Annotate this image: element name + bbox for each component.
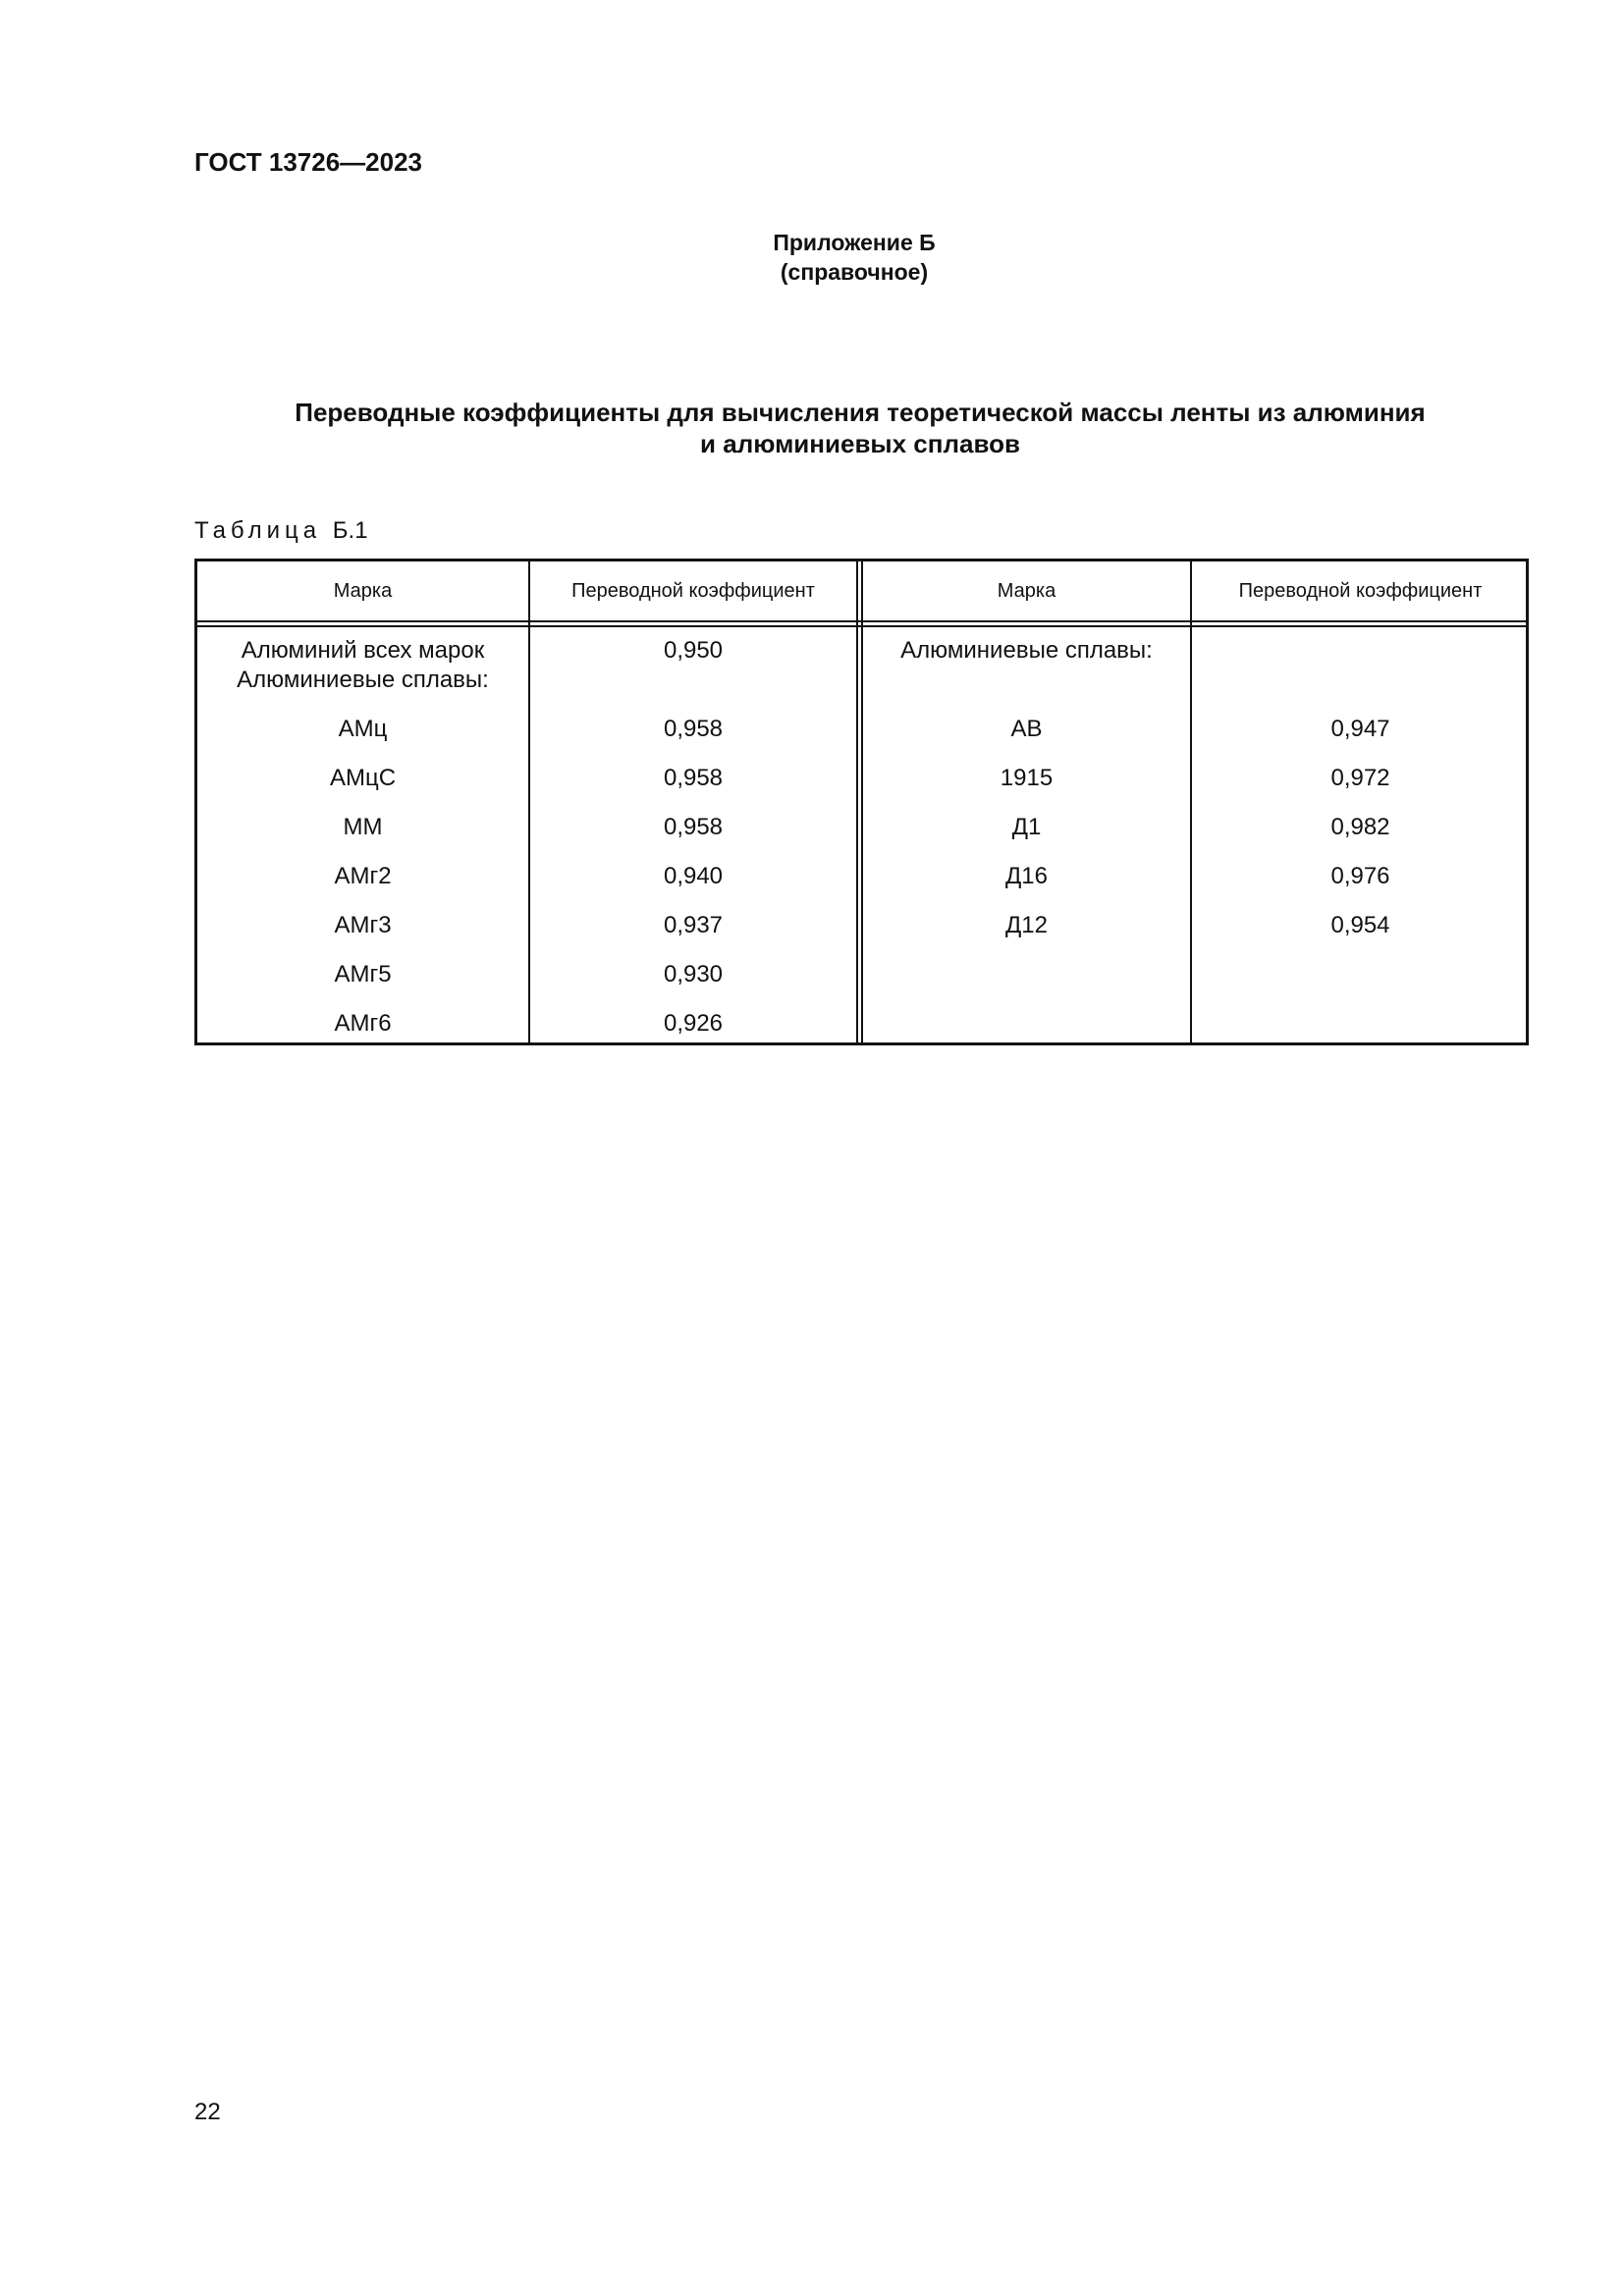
page-number: 22	[194, 2099, 221, 2125]
section-heading-line-2: и алюминиевых сплавов	[700, 429, 1020, 458]
table-cell-coefficient: 0,954	[1330, 912, 1390, 938]
column-header-grade-right: Марка	[997, 580, 1056, 602]
table-cell-coefficient: 0,972	[1330, 765, 1390, 791]
table-cell-grade: АМг3	[334, 912, 392, 938]
table-cell-coefficient: 0,947	[1330, 716, 1390, 742]
appendix-title: Приложение Б	[773, 230, 936, 255]
column-divider	[1190, 561, 1192, 1042]
table-cell-coefficient: 0,958	[663, 765, 724, 791]
table-caption	[194, 517, 368, 545]
table-cell-grade: АМц	[338, 716, 388, 742]
header-divider-double	[197, 620, 1526, 627]
grade-group-label: Алюминиевые сплавы:	[237, 667, 489, 693]
table-cell-coefficient: 0,940	[663, 863, 724, 889]
column-header-coefficient-left: Переводной коэффициент	[571, 580, 815, 602]
table-cell-grade: АМг6	[334, 1010, 392, 1037]
table-cell-coefficient: 0,958	[663, 814, 724, 840]
table-cell-grade: АВ	[1010, 716, 1043, 742]
table-cell-coefficient: 0,926	[663, 1010, 724, 1037]
grade-all-aluminium: Алюминий всех марок	[241, 637, 485, 664]
table-caption-number: Б.1	[332, 517, 368, 544]
section-heading	[194, 397, 1526, 459]
table-cell-coefficient: 0,930	[663, 961, 724, 988]
table-cell-coefficient: 0,976	[1330, 863, 1390, 889]
table-cell-coefficient: 0,937	[663, 912, 724, 938]
section-heading-line-1: Переводные коэффициенты для вычисления теоретической массы ленты из алюминия	[295, 398, 1426, 427]
table-cell-grade	[197, 636, 528, 695]
column-header-coefficient-right: Переводной коэффициент	[1238, 580, 1483, 602]
table-cell-grade: Д16	[1005, 863, 1048, 889]
table-cell-grade: ММ	[343, 814, 383, 840]
table-cell-group-label: Алюминиевые сплавы:	[900, 637, 1153, 664]
table-cell-grade: АМцС	[329, 765, 397, 791]
column-divider-double	[856, 561, 863, 1042]
appendix-subtitle: (справочное)	[780, 259, 929, 285]
table-cell-grade: АМг5	[334, 961, 392, 988]
table-caption-word: Таблица	[194, 517, 322, 544]
table-cell-coefficient: 0,958	[663, 716, 724, 742]
appendix-heading	[677, 228, 1031, 287]
conversion-coefficients-table	[194, 559, 1529, 1045]
column-header-grade-left: Марка	[333, 580, 393, 602]
document-code: ГОСТ 13726—2023	[194, 147, 422, 177]
table-cell-coefficient: 0,950	[663, 637, 724, 664]
table-cell-coefficient: 0,982	[1330, 814, 1390, 840]
table-cell-grade: 1915	[1000, 765, 1054, 791]
table-cell-grade: Д12	[1005, 912, 1048, 938]
table-cell-grade: АМг2	[334, 863, 392, 889]
table-cell-grade: Д1	[1011, 814, 1042, 840]
